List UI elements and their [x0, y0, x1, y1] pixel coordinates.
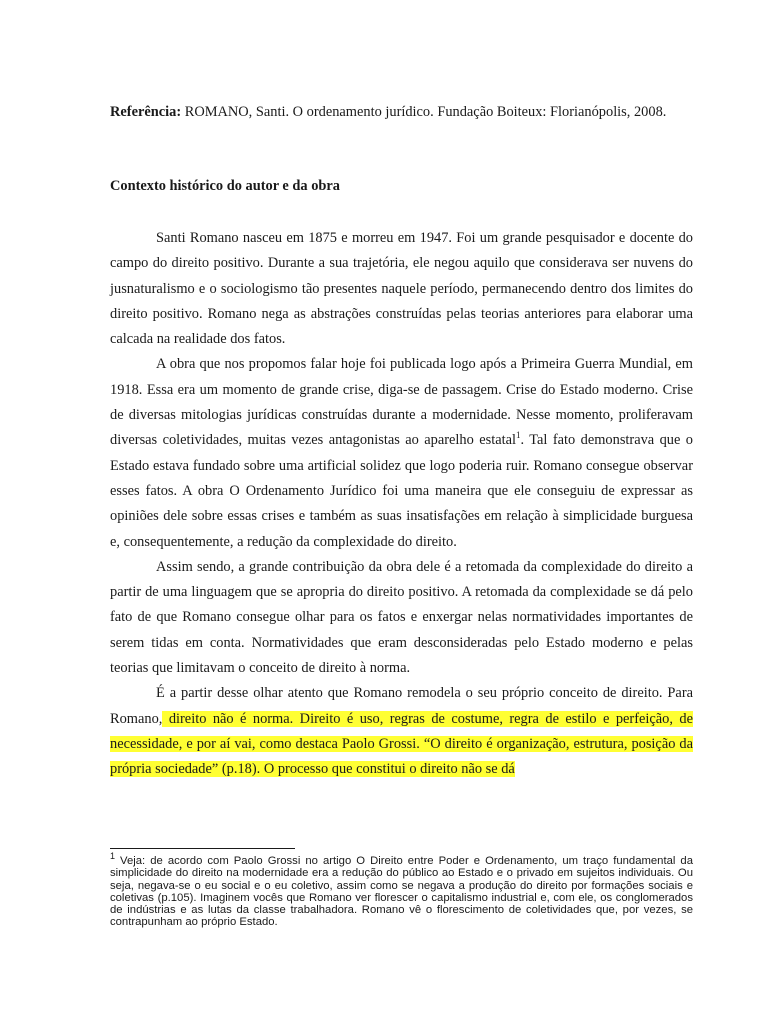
reference-label: Referência:: [110, 104, 182, 120]
section-title: Contexto histórico do autor e da obra: [110, 178, 340, 194]
footnote: [110, 851, 693, 929]
highlighted-text: direito não é norma. Direito é uso, regras de costume, regra de estilo e perfeição, de necessidade, e por aí vai, como destaca Paolo Grossi. “O direito é organização, estrutura, posição da própria sociedade” (p.18). O processo que constitui o direito não se dá: [110, 710, 693, 778]
reference: [110, 100, 693, 125]
paragraph-2-part-a: A obra que nos propomos falar hoje foi publicada logo após a Primeira Guerra Mundial, em 1918. Essa era um momento de grande crise, diga-se de passagem. Crise do Estado moderno. Crise de diversas mitologias jurídicas construídas durante a modernidade. Nesse momento, proliferavam diversas coletividades, muitas vezes antagonistas ao aparelho estatal: [110, 356, 693, 449]
footnote-reference[interactable]: 1: [516, 430, 521, 441]
footnote-marker: 1: [110, 851, 116, 862]
paragraph-2-part-b: . Tal fato demonstrava que o Estado estava fundado sobre uma artificial solidez que logo poderia ruir. Romano consegue observar esses fatos. A obra O Ordenamento Jurídico foi uma maneira que ele conseguiu de expressar as opiniões dele sobre essas crises e também as suas insatisfações em relação à simplicidade burguesa e, consequentemente, a redução da complexidade do direito.: [110, 432, 693, 550]
paragraph-4-plain: É a partir desse olhar atento que Romano remodela o seu próprio conceito de direito. Para Romano,: [110, 685, 693, 727]
paragraph-1: Santi Romano nasceu em 1875 e morreu em 1947. Foi um grande pesquisador e docente do campo do direito positivo. Durante a sua trajetória, ele negou aquilo que considerava ser nuvens do jusnaturalismo e o sociologismo tão presentes naquele período, permanecendo dentro dos limites do direito positivo. Romano nega as abstrações construídas pelas teorias anteriores para elaborar uma calcada na realidade dos fatos.: [110, 230, 693, 348]
footnote-text: Veja: de acordo com Paolo Grossi no artigo O Direito entre Poder e Ordenamento, um traço fundamental da simplicidade do direito na modernidade era a redução do público ao Estado e o privado em sujeitos individuais. Ou seja, negava-se o eu social e o eu coletivo, assim como se negava a produção do direito por formações sociais e coletivas (p.105). Imaginem vocês que Romano ver florescer o capitalismo industrial e, com ele, os conglomerados de indústrias e as lutas da classe trabalhadora. Romano vê o florescimento de coletividades que, por vezes, se contrapunham ao próprio Estado.: [110, 855, 693, 929]
paragraph-2: [110, 352, 693, 554]
paragraph-4: [110, 681, 693, 782]
reference-text: ROMANO, Santi. O ordenamento jurídico. Fundação Boiteux: Florianópolis, 2008.: [181, 104, 667, 120]
footnote-separator: [110, 848, 295, 849]
body-text: [110, 226, 693, 783]
paragraph-3: Assim sendo, a grande contribuição da obra dele é a retomada da complexidade do direito a partir de uma linguagem que se apropria do direito positivo. A retomada da complexidade se dá pelo fato de que Romano consegue olhar para os fatos e enxergar nelas normatividades importantes de serem tidas em conta. Normatividades que eram desconsideradas pelo Estado moderno e pelas teorias que limitavam o conceito de direito à norma.: [110, 558, 693, 677]
